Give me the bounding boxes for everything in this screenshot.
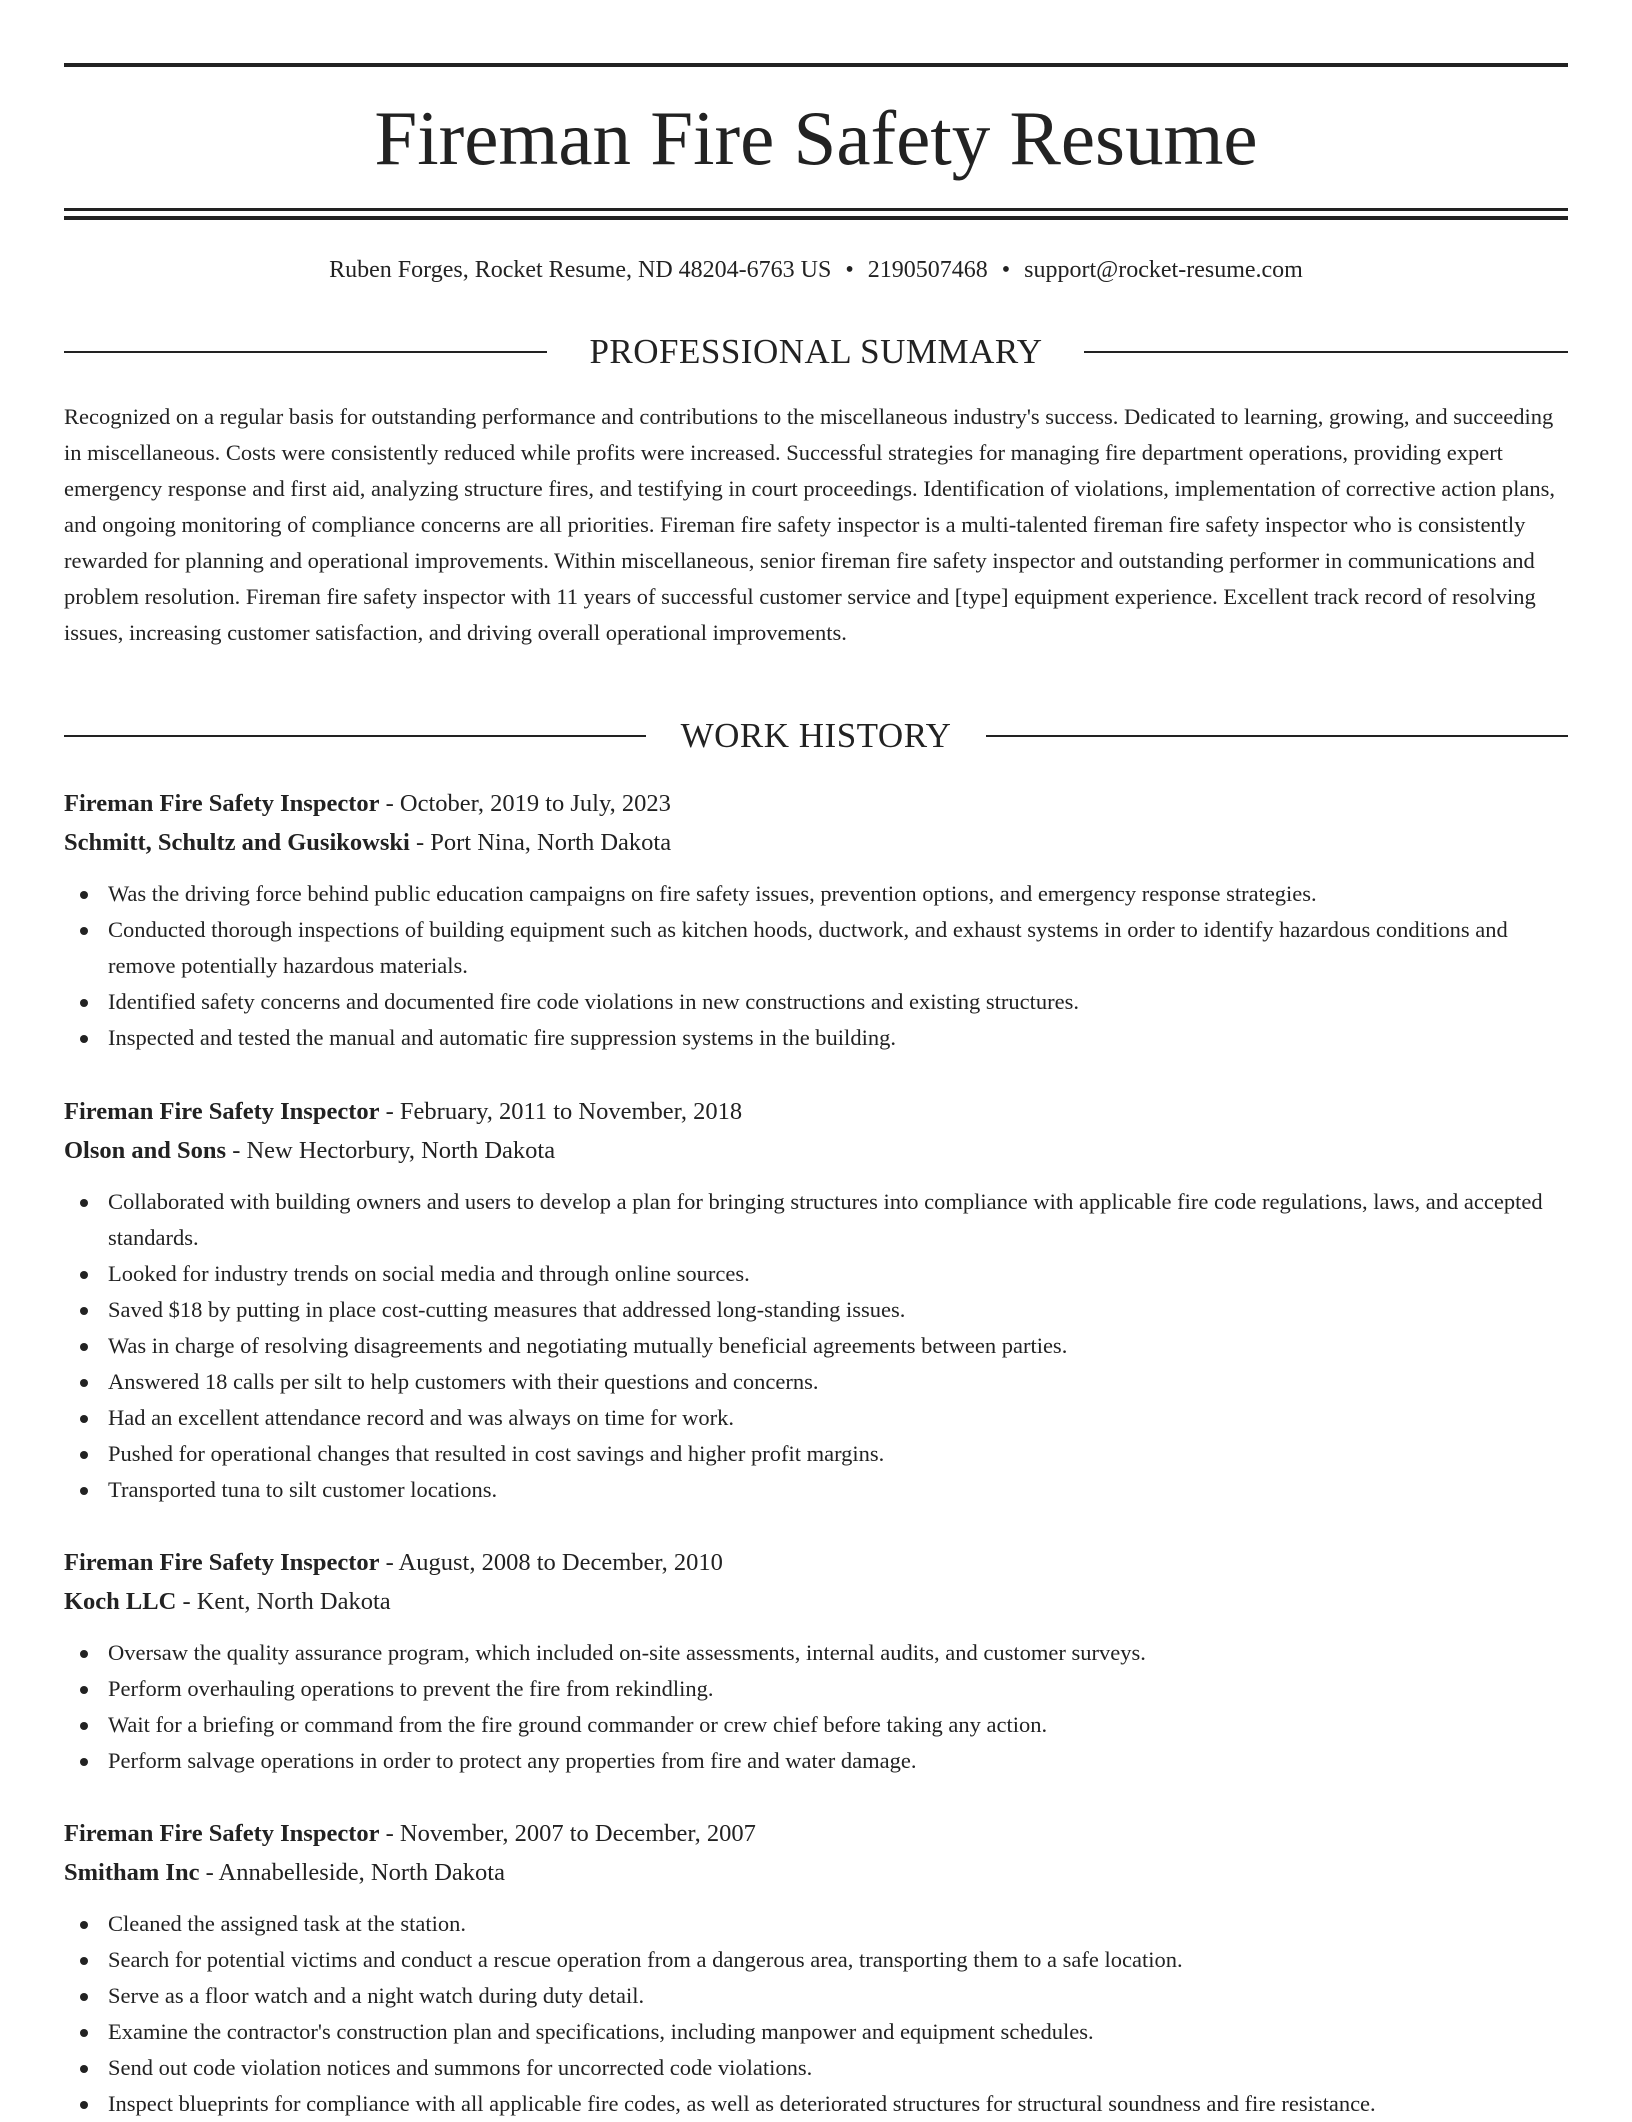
contact-separator: • — [1001, 257, 1011, 283]
job-company-line — [64, 1131, 1568, 1170]
job-bullet-text: Pushed for operational changes that resulted in cost savings and higher profit margins. — [108, 1441, 885, 1466]
job-bullet-text: Perform overhauling operations to prevent the fire from rekindling. — [108, 1676, 714, 1701]
contact-phone: 2190507468 — [867, 257, 988, 283]
summary-heading — [64, 330, 1568, 374]
work-heading — [64, 714, 1568, 758]
job-bullet-item — [108, 1978, 1568, 2014]
contact-email: support@rocket-resume.com — [1024, 257, 1303, 283]
job-bullet-item — [108, 2050, 1568, 2086]
bullet-dot-icon — [80, 1722, 88, 1730]
job-bullet-item — [108, 1671, 1568, 1707]
job-role: Fireman Fire Safety Inspector — [64, 1549, 380, 1576]
job-bullet-list — [64, 1906, 1568, 2122]
job-bullet-item — [108, 1942, 1568, 1978]
bullet-dot-icon — [80, 891, 88, 899]
bullet-dot-icon — [80, 1686, 88, 1694]
bullet-dot-icon — [80, 1343, 88, 1351]
job-bullet-text: Wait for a briefing or command from the fire ground commander or crew chief before taking any action. — [108, 1712, 1048, 1737]
job-role: Fireman Fire Safety Inspector — [64, 1820, 380, 1847]
job-bullet-list — [64, 1184, 1568, 1508]
job-bullet-item — [108, 1292, 1568, 1328]
job-bullet-text: Was in charge of resolving disagreements and negotiating mutually beneficial agreements between parties. — [108, 1333, 1068, 1358]
job-bullet-text: Conducted thorough inspections of building equipment such as kitchen hoods, ductwork, and exhaust systems in order to identify hazardous conditions and remove potentially hazardous materials. — [108, 917, 1508, 978]
job-bullet-item — [108, 1436, 1568, 1472]
job-bullet-item — [108, 1743, 1568, 1779]
job-bullet-text: Answered 18 calls per silt to help customers with their questions and concerns. — [108, 1369, 819, 1394]
job-role: Fireman Fire Safety Inspector — [64, 1098, 380, 1125]
job-title-line — [64, 1543, 1568, 1582]
job-bullet-text: Was the driving force behind public education campaigns on fire safety issues, prevention options, and emergency response strategies. — [108, 881, 1317, 906]
top-rule — [64, 63, 1568, 67]
job-bullet-text: Serve as a floor watch and a night watch during duty detail. — [108, 1983, 645, 2008]
job-entry — [64, 1092, 1568, 1508]
contact-address: Ruben Forges, Rocket Resume, ND 48204-6763 US — [329, 257, 832, 283]
work-heading-label: WORK HISTORY — [680, 716, 952, 755]
title-rule-upper — [64, 208, 1568, 211]
job-dates: - February, 2011 to November, 2018 — [379, 1098, 743, 1125]
bullet-dot-icon — [80, 1379, 88, 1387]
job-bullet-list — [64, 876, 1568, 1056]
job-entry — [64, 784, 1568, 1056]
job-bullet-text: Had an excellent attendance record and was always on time for work. — [108, 1405, 734, 1430]
job-bullet-text: Examine the contractor's construction plan and specifications, including manpower and equipment schedules. — [108, 2019, 1094, 2044]
job-bullet-item — [108, 1906, 1568, 1942]
bullet-dot-icon — [80, 1957, 88, 1965]
job-bullet-text: Transported tuna to silt customer locations. — [108, 1477, 498, 1502]
job-role: Fireman Fire Safety Inspector — [64, 790, 380, 817]
job-bullet-item — [108, 1635, 1568, 1671]
job-bullet-item — [108, 1400, 1568, 1436]
summary-heading-label: PROFESSIONAL SUMMARY — [589, 332, 1043, 371]
job-bullet-item — [108, 1364, 1568, 1400]
bullet-dot-icon — [80, 1451, 88, 1459]
job-bullet-item — [108, 1472, 1568, 1508]
job-bullet-text: Inspect blueprints for compliance with all applicable fire codes, as well as deteriorated structures for structural soundness and fire resistance. — [108, 2091, 1376, 2116]
job-bullet-text: Perform salvage operations in order to protect any properties from fire and water damage. — [108, 1748, 917, 1773]
bullet-dot-icon — [80, 1487, 88, 1495]
job-title-line — [64, 784, 1568, 823]
job-dates: - August, 2008 to December, 2010 — [379, 1549, 723, 1576]
job-bullet-text: Collaborated with building owners and users to develop a plan for bringing structures into compliance with applicable fire code regulations, laws, and accepted standards. — [108, 1189, 1543, 1250]
job-entry — [64, 1543, 1568, 1779]
job-company-line — [64, 1582, 1568, 1621]
job-bullet-text: Identified safety concerns and documented fire code violations in new constructions and existing structures. — [108, 989, 1079, 1014]
bullet-dot-icon — [80, 1921, 88, 1929]
job-location: - New Hectorbury, North Dakota — [226, 1137, 556, 1164]
bullet-dot-icon — [80, 1199, 88, 1207]
contact-line — [64, 254, 1568, 286]
job-company: Smitham Inc — [64, 1859, 200, 1886]
bullet-dot-icon — [80, 2029, 88, 2037]
heading-rule-right — [986, 735, 1568, 737]
job-bullet-text: Cleaned the assigned task at the station. — [108, 1911, 467, 1936]
bullet-dot-icon — [80, 999, 88, 1007]
job-company: Schmitt, Schultz and Gusikowski — [64, 829, 410, 856]
job-dates: - November, 2007 to December, 2007 — [379, 1820, 756, 1847]
job-bullet-item — [108, 1328, 1568, 1364]
job-location: - Annabelleside, North Dakota — [199, 1859, 505, 1886]
job-entry — [64, 1814, 1568, 2122]
job-bullet-item — [108, 984, 1568, 1020]
job-location: - Port Nina, North Dakota — [409, 829, 672, 856]
bullet-dot-icon — [80, 1650, 88, 1658]
bullet-dot-icon — [80, 1307, 88, 1315]
job-bullet-item — [108, 1020, 1568, 1056]
bullet-dot-icon — [80, 1415, 88, 1423]
job-dates: - October, 2019 to July, 2023 — [379, 790, 671, 817]
title-rule-lower — [64, 216, 1568, 220]
job-company: Koch LLC — [64, 1588, 177, 1615]
job-company: Olson and Sons — [64, 1137, 227, 1164]
job-bullet-item — [108, 1707, 1568, 1743]
bullet-dot-icon — [80, 1271, 88, 1279]
job-bullet-item — [108, 1184, 1568, 1256]
job-bullet-text: Send out code violation notices and summons for uncorrected code violations. — [108, 2055, 813, 2080]
bullet-dot-icon — [80, 927, 88, 935]
job-bullet-text: Saved $18 by putting in place cost-cutting measures that addressed long-standing issues. — [108, 1297, 906, 1322]
job-title-line — [64, 1092, 1568, 1131]
bullet-dot-icon — [80, 2065, 88, 2073]
summary-text: Recognized on a regular basis for outstanding performance and contributions to the miscellaneous industry's success. Dedicated to learning, growing, and succeeding in miscellaneous. Costs were consistently reduced while profits were increased. Successful strategies for managing fire department operations, providing expert emergency response and first aid, analyzing structure fires, and testifying in court proceedings. Identification of violations, implementation of corrective action plans, and ongoing monitoring of compliance concerns are all priorities. Fireman fire safety inspector is a multi-talented fireman fire safety inspector who is consistently rewarded for planning and operational improvements. Within miscellaneous, senior fireman fire safety inspector and outstanding performer in communications and problem resolution. Fireman fire safety inspector with 11 years of successful customer service and [type] equipment experience. Excellent track record of resolving issues, increasing customer satisfaction, and driving overall operational improvements. — [64, 404, 1555, 645]
job-bullet-text: Looked for industry trends on social media and through online sources. — [108, 1261, 750, 1286]
job-company-line — [64, 1853, 1568, 1892]
job-bullet-text: Inspected and tested the manual and automatic fire suppression systems in the building. — [108, 1025, 896, 1050]
bullet-dot-icon — [80, 2101, 88, 2109]
job-title-line — [64, 1814, 1568, 1853]
job-bullet-item — [108, 912, 1568, 984]
job-bullet-item — [108, 2014, 1568, 2050]
job-location: - Kent, North Dakota — [176, 1588, 391, 1615]
job-bullet-item — [108, 2086, 1568, 2122]
bullet-dot-icon — [80, 1758, 88, 1766]
job-bullet-text: Search for potential victims and conduct a rescue operation from a dangerous area, transporting them to a safe location. — [108, 1947, 1183, 1972]
job-company-line — [64, 823, 1568, 862]
job-bullet-item — [108, 1256, 1568, 1292]
job-bullet-text: Oversaw the quality assurance program, which included on-site assessments, internal audits, and customer surveys. — [108, 1640, 1146, 1665]
contact-separator: • — [845, 257, 854, 283]
bullet-dot-icon — [80, 1993, 88, 2001]
page-title: Fireman Fire Safety Resume — [374, 95, 1258, 181]
heading-rule-right — [1084, 351, 1568, 353]
bullet-dot-icon — [80, 1035, 88, 1043]
job-bullet-item — [108, 876, 1568, 912]
job-bullet-list — [64, 1635, 1568, 1779]
